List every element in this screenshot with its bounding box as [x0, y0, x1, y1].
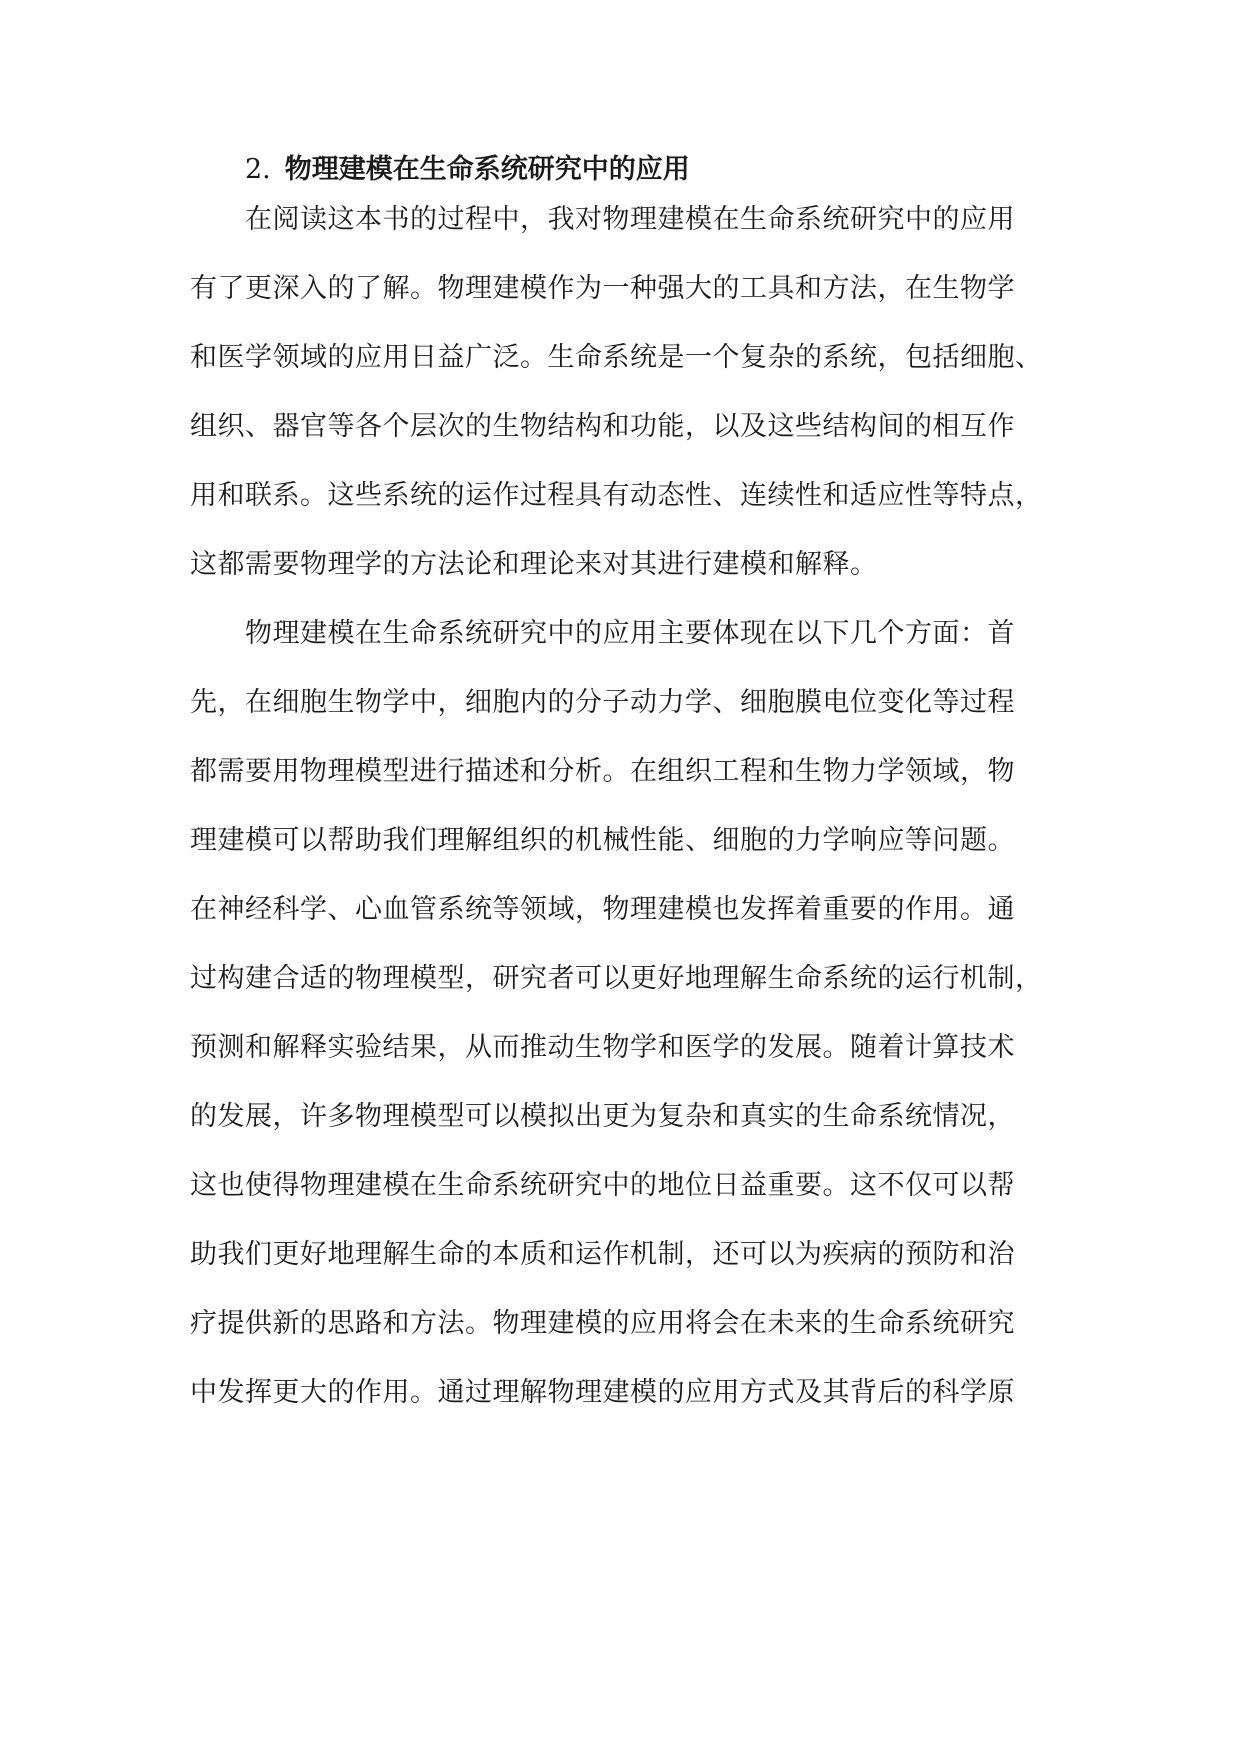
paragraph-2-line-4: 理建模可以帮助我们理解组织的机械性能、细胞的力学响应等问题。 — [190, 825, 1015, 856]
paragraph-2-line-1: 物理建模在生命系统研究中的应用主要体现在以下几个方面：首 — [245, 618, 1015, 649]
section-number: 2. — [245, 154, 271, 185]
paragraph-2-line-10: 助我们更好地理解生命的本质和运作机制，还可以为疾病的预防和治 — [190, 1239, 1015, 1270]
paragraph-1-line-6: 这都需要物理学的方法论和理论来对其进行建模和解释。 — [190, 549, 878, 580]
paragraph-2-line-9: 这也使得物理建模在生命系统研究中的地位日益重要。这不仅可以帮 — [190, 1170, 1015, 1201]
paragraph-1-line-3: 和医学领域的应用日益广泛。生命系统是一个复杂的系统，包括细胞、 — [190, 342, 1043, 373]
paragraph-1-line-4: 组织、器官等各个层次的生物结构和功能，以及这些结构间的相互作 — [190, 411, 1015, 442]
section-title: 物理建模在生命系统研究中的应用 — [284, 154, 690, 185]
paragraph-2-line-2: 先，在细胞生物学中，细胞内的分子动力学、细胞膜电位变化等过程 — [190, 687, 1015, 718]
paragraph-1-line-1: 在阅读这本书的过程中，我对物理建模在生命系统研究中的应用 — [245, 204, 1015, 235]
paragraph-2-line-8: 的发展，许多物理模型可以模拟出更为复杂和真实的生命系统情况， — [190, 1101, 1015, 1132]
paragraph-2-line-5: 在神经科学、心血管系统等领域，物理建模也发挥着重要的作用。通 — [190, 894, 1015, 925]
paragraph-1-line-5: 用和联系。这些系统的运作过程具有动态性、连续性和适应性等特点， — [190, 480, 1043, 511]
paragraph-2-line-7: 预测和解释实验结果，从而推动生物学和医学的发展。随着计算技术 — [190, 1032, 1015, 1063]
section-heading — [245, 150, 690, 190]
paragraph-2-line-6: 过构建合适的物理模型，研究者可以更好地理解生命系统的运行机制， — [190, 963, 1043, 994]
paragraph-1-line-2: 有了更深入的了解。物理建模作为一种强大的工具和方法，在生物学 — [190, 273, 1015, 304]
paragraph-2-line-3: 都需要用物理模型进行描述和分析。在组织工程和生物力学领域，物 — [190, 756, 1015, 787]
paragraph-2-line-11: 疗提供新的思路和方法。物理建模的应用将会在未来的生命系统研究 — [190, 1308, 1015, 1339]
paragraph-2-line-12: 中发挥更大的作用。通过理解物理建模的应用方式及其背后的科学原 — [190, 1377, 1015, 1408]
